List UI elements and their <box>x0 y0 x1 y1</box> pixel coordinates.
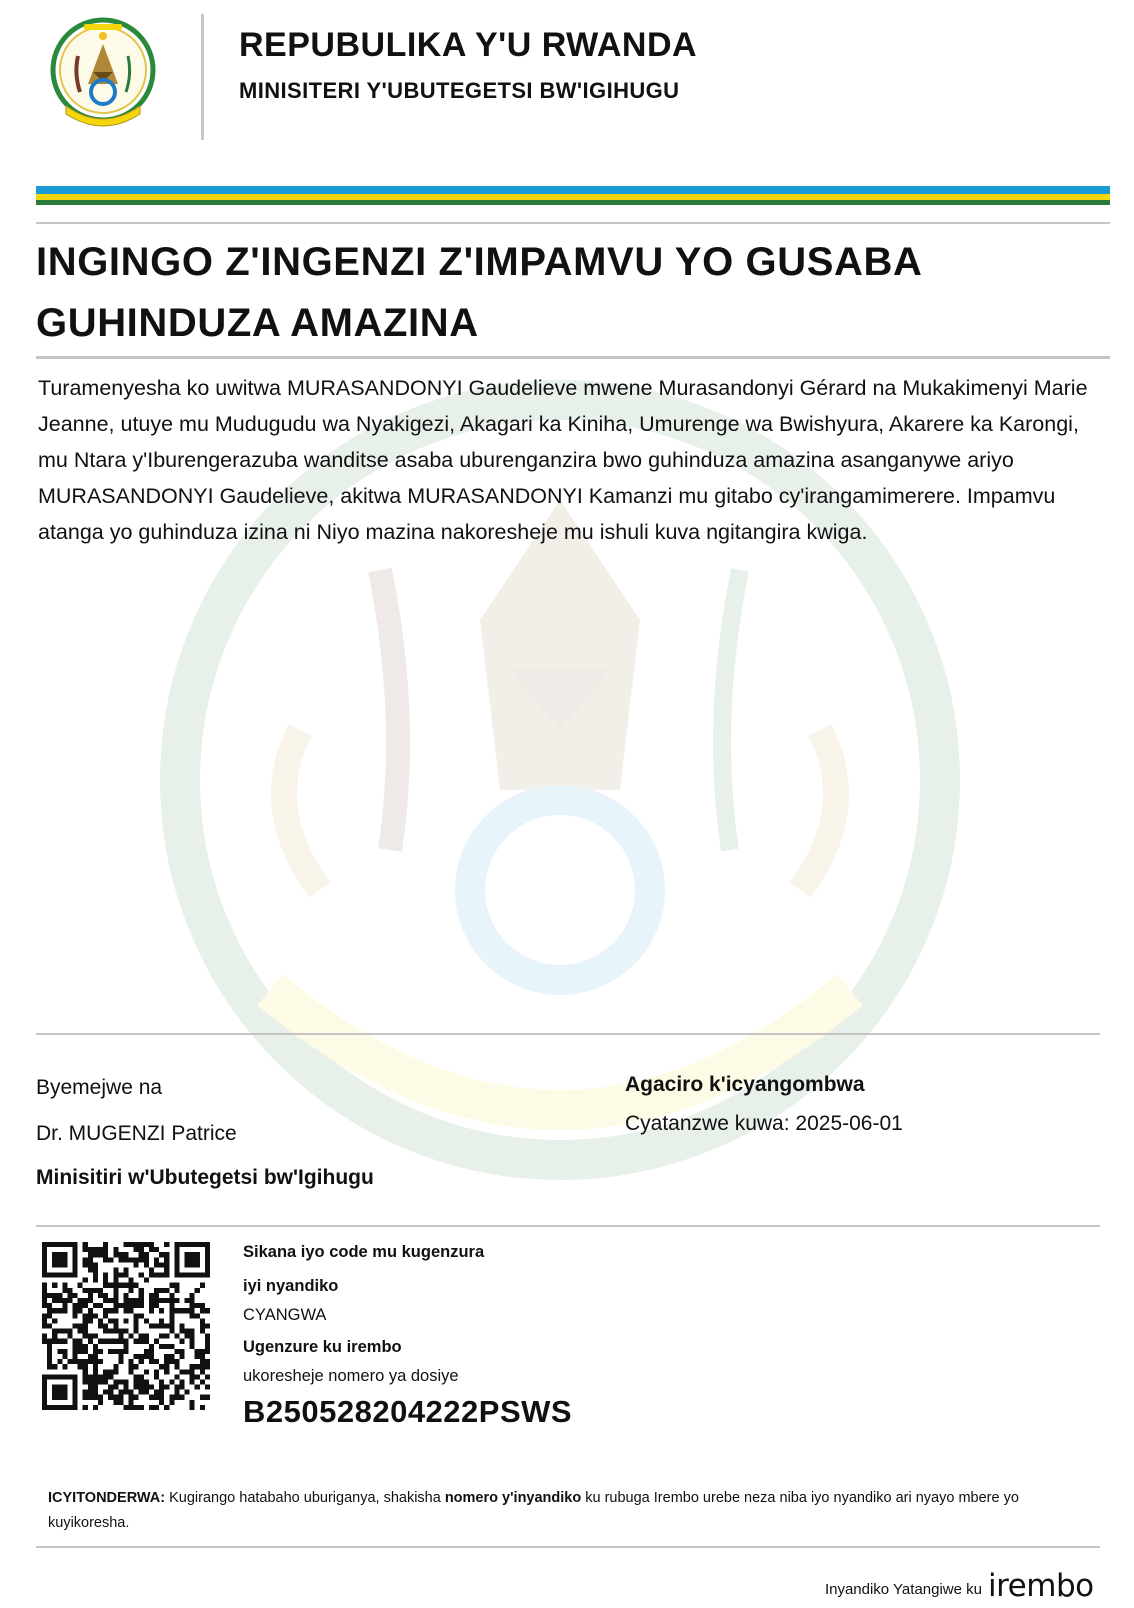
note-label: ICYITONDERWA: <box>48 1490 166 1506</box>
irembo-logo-icon[interactable] <box>986 1568 1098 1602</box>
note-text: Kugirango hatabaho uburiganya, shakisha <box>165 1490 445 1506</box>
or-text: CYANGWA <box>243 1306 327 1324</box>
note-bold-term: nomero y'inyandiko <box>444 1490 582 1506</box>
note-text-end: ku rubuga Irembo urebe neza niba iyo nyandiko ari nyayo mbere yo kuyikoresha. <box>48 1490 1019 1531</box>
document-title: INGINGO Z'INGENZI Z'IMPAMVU YO GUSABA GUHINDUZA AMAZINA <box>36 240 921 345</box>
republic-title: REPUBULIKA Y'U RWANDA <box>239 26 698 64</box>
flag-stripe-blue <box>36 186 1110 194</box>
ministry-name: MINISITERI Y'UBUTEGETSI BW'IGIHUGU <box>239 78 680 103</box>
divider <box>36 1225 1100 1227</box>
issued-by-text: Inyandiko Yatangiwe ku <box>824 1581 982 1598</box>
scan-instruction-cont: iyi nyandiko <box>243 1277 339 1295</box>
file-number: B250528204222PSWS <box>243 1394 573 1429</box>
note <box>48 1486 1098 1536</box>
rwanda-coat-of-arms-icon <box>44 14 162 136</box>
qr-code-icon[interactable] <box>42 1242 210 1410</box>
divider <box>36 356 1110 359</box>
signer-role: Minisitiri w'Ubutegetsi bw'Igihugu <box>36 1166 374 1189</box>
issued-date: Cyatanzwe kuwa: 2025-06-01 <box>625 1112 903 1135</box>
irembo-logo-text: irembo <box>988 1568 1094 1602</box>
header-divider <box>201 14 204 140</box>
divider <box>36 1033 1100 1035</box>
scan-instruction: Sikana iyo code mu kugenzura <box>243 1243 485 1261</box>
footer <box>825 1562 1098 1602</box>
signer-name: Dr. MUGENZI Patrice <box>36 1122 237 1145</box>
approved-label: Byemejwe na <box>36 1076 163 1099</box>
using-label: ukoresheje nomero ya dosiye <box>243 1367 459 1385</box>
verify-label: Ugenzure ku irembo <box>243 1338 402 1356</box>
flag-stripe-green <box>36 200 1110 205</box>
divider <box>36 1546 1100 1548</box>
document-body: Turamenyesha ko uwitwa MURASANDONYI Gaudelieve mwene Murasandonyi Gérard na Mukakimenyi Marie Jeanne, utuye mu Mudugudu wa Nyakigezi, Akagari ka Kiniha, Umurenge wa Bwishyura, Akarere ka Karongi, mu Ntara y'Iburengerazuba wanditse asaba uburenganzira bwo guhinduza amazina asanganywe ariyo MURASANDONYI Gaudelieve, akitwa MURASANDONYI Kamanzi mu gitabo cy'irangamimerere. Impamvu atanga yo guhinduza izina ni Niyo mazina nakoresheje mu ishuli kuva ngitangira kwiga. <box>38 376 1088 544</box>
validity-label: Agaciro k'icyangombwa <box>625 1073 865 1096</box>
divider <box>36 222 1110 224</box>
